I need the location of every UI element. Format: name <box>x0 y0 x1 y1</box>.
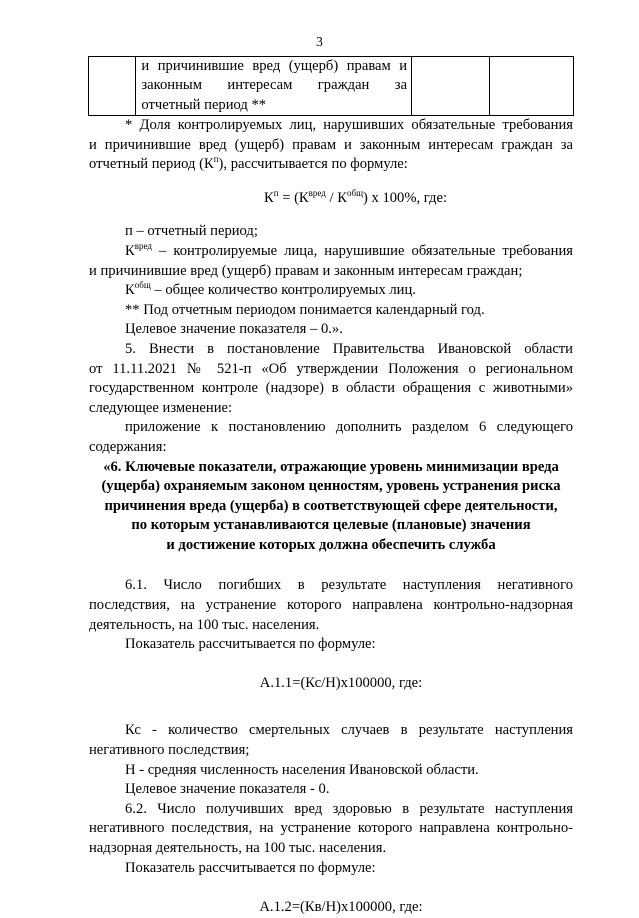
table-cell-number <box>89 57 136 116</box>
table-text-line: отчетный период ** <box>141 96 267 113</box>
note1-line: * Доля контролируемых лиц, нарушивших обязательные требования <box>125 117 573 133</box>
note-period: ** Под отчетным периодом понимается календарный год. <box>125 301 485 318</box>
table-cell-indicator <box>136 57 412 116</box>
target-value: Целевое значение показателя – 0.». <box>125 321 343 338</box>
item5-line: 5. Внести в постановление Правительства Ивановской области <box>125 340 573 357</box>
item62-line: надзорная деятельность, на 100 тыс. населения. <box>89 840 387 856</box>
formula-a11: А.1.1=(Кс/Н)х100000, где: <box>259 674 423 691</box>
item5-line: государственном контроле (надзоре) в области обращения с животными» <box>89 380 573 397</box>
item61-line: деятельность, на 100 тыс. населения. <box>89 616 320 633</box>
section-title-line: и достижение которых должна обеспечить служба <box>166 536 496 553</box>
item5-line: содержания: <box>89 438 167 455</box>
def-period: п – отчетный период; <box>125 223 258 240</box>
section6-title <box>89 458 573 556</box>
def-kc-cont: негативного последствия; <box>89 742 250 759</box>
formula-a12: А.1.2=(Кв/Н)х100000, где: <box>259 899 423 916</box>
def-kvred-cont: и причинившие вред (ущерб) правам и законным интересам граждан; <box>89 262 523 279</box>
table-cell-value <box>412 57 490 116</box>
formula-intro: Показатель рассчитывается по формуле: <box>125 636 376 653</box>
item5-line: следующее изменение: <box>89 399 233 416</box>
item61-line: последствия, на устранение которого направлена контрольно-надзорная <box>89 597 573 614</box>
table-text-line: законным интересам граждан за <box>141 77 408 94</box>
document-body <box>89 56 573 918</box>
def-kobsh: $К^{общ}$ – общее количество контролируемых лиц. <box>125 280 416 299</box>
section-title-line: «6. Ключевые показатели, отражающие уровень минимизации вреда <box>103 458 559 475</box>
table-cell-target <box>490 57 574 116</box>
table-row <box>89 57 574 116</box>
item5-line: приложение к постановлению дополнить разделом 6 следующего <box>125 419 573 436</box>
item61-line: 6.1. Число погибших в результате наступления негативного <box>125 577 573 594</box>
note1-line: отчетный период $(К^п)$, рассчитывается по формуле: <box>89 154 408 173</box>
item62-line: негативного последствия, на устранение которого направлена контрольно- <box>89 820 573 837</box>
section-title-line: по которым устанавливаются целевые (плановые) значения <box>131 517 531 534</box>
def-n: Н - средняя численность населения Ивановской области. <box>125 761 479 778</box>
formula-intro: Показатель рассчитывается по формуле: <box>125 859 376 876</box>
section-title-line: (ущерба) охраняемым законом ценностям, уровень устранения риска <box>101 478 561 495</box>
def-kvred: $К^{вред}$ – контролируемые лица, нарушившие обязательные требования <box>125 240 573 259</box>
target-value: Целевое значение показателя - 0. <box>125 781 330 798</box>
page-number: 3 <box>316 34 323 49</box>
continued-table <box>88 56 574 116</box>
table-text-line: и причинившие вред (ущерб) правам и <box>141 58 408 74</box>
note1-line: и причинившие вред (ущерб) правам и законным интересам граждан за <box>89 136 573 153</box>
item5-line: от 11.11.2021 № 521-п «Об утверждении Положения о региональном <box>89 360 573 377</box>
formula-share: $К^п = (К^{вред} / К^{общ})$ x 100%, где: <box>263 187 448 206</box>
section-title-line: причинения вреда (ущерба) в соответствующей сфере деятельности, <box>104 497 558 514</box>
def-kc: Кс - количество смертельных случаев в результате наступления <box>125 722 573 739</box>
item62-line: 6.2. Число получивших вред здоровью в результате наступления <box>125 800 573 817</box>
